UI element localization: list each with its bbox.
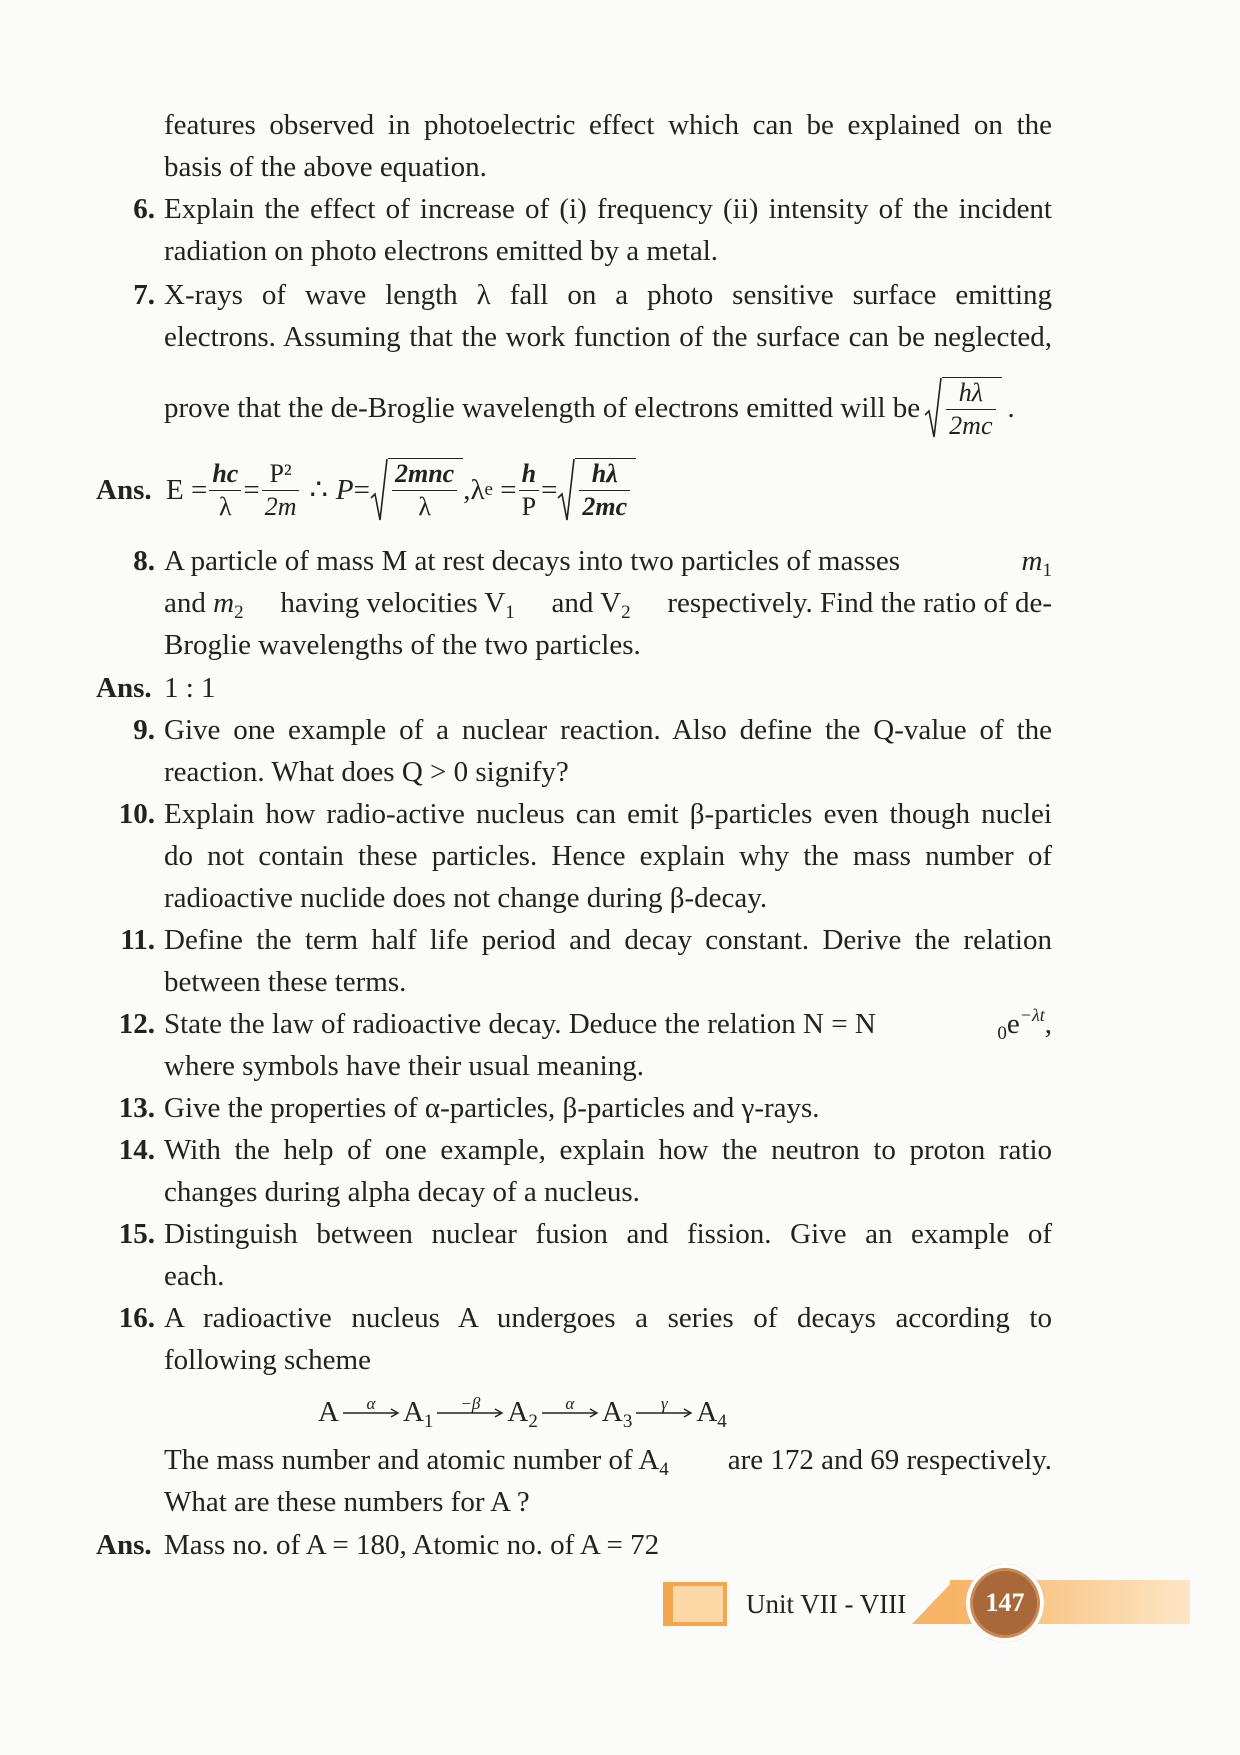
unit-label: Unit VII - VIII [746, 1589, 907, 1619]
subscript: 4 [659, 1459, 669, 1480]
q6-line-2: radiation on photo electrons emitted by a metal. [164, 235, 719, 267]
q12-line-1-text: State the law of radioactive decay. Deduce the relation N = N [164, 1008, 876, 1040]
question-number: 14. [118, 1134, 155, 1166]
q8-line-1-text: A particle of mass M at rest decays into two particles of masses [164, 545, 901, 577]
q13-line-1: Give the properties of α-particles, β-particles and γ-rays. [164, 1092, 820, 1124]
q14-line-1: With the help of one example, explain how the neutron to proton ratio [164, 1134, 1052, 1166]
therefore-symbol: ∴ [309, 474, 328, 506]
nucleus-label: A [696, 1396, 718, 1428]
mass-symbol: m [1021, 545, 1043, 577]
q8-line-2-text: having velocities V [280, 587, 506, 619]
decay-arrow [634, 1394, 694, 1422]
q9-line-1: Give one example of a nuclear reaction. Also define the Q-value of the [164, 714, 1052, 746]
question-number: 15. [118, 1218, 155, 1250]
and-word: and [164, 587, 206, 619]
sqrt-expression [924, 377, 1001, 439]
arrow-label: −β [460, 1394, 481, 1413]
q11-line-2: between these terms. [164, 966, 407, 998]
question-number: 12. [118, 1008, 155, 1040]
subscript: 3 [622, 1411, 633, 1432]
sqrt-expression [557, 458, 636, 522]
q12-line-1 [164, 1006, 1052, 1042]
subscript: 1 [505, 602, 515, 623]
q10-line-1: Explain how radio-active nucleus can emit β-particles even though nuclei [164, 798, 1052, 830]
answer-label: Ans. [96, 672, 152, 704]
decay-arrow [435, 1394, 505, 1422]
question-number: 7. [133, 279, 155, 311]
frac-numerator: P² [262, 461, 300, 491]
q16-line-4: What are these numbers for A ? [164, 1486, 530, 1518]
sqrt-expression [370, 458, 463, 522]
q8-line-3: Broglie wavelengths of the two particles. [164, 629, 641, 661]
q15-line-2: each. [164, 1260, 225, 1292]
frac-numerator: 2mnc [392, 461, 457, 491]
q8-line-2-text: respectively. Find the ratio of de- [667, 587, 1052, 619]
q8-line-1 [164, 543, 1052, 579]
subscript: 0 [997, 1023, 1007, 1044]
subscript: 2 [234, 602, 244, 623]
period: . [1007, 392, 1015, 424]
exponential-e: e [1006, 1008, 1020, 1040]
q8-line-2 [164, 585, 1052, 621]
question-number: 9. [133, 714, 155, 746]
q7-line-2: electrons. Assuming that the work function of the surface can be neglected, [164, 321, 1052, 353]
question-number: 8. [133, 545, 155, 577]
q16-line-3 [164, 1442, 1052, 1478]
nucleus-label: A [318, 1396, 339, 1428]
intro-line-2: basis of the above equation. [164, 151, 487, 183]
arrow-label: γ [660, 1394, 668, 1413]
frac-denominator: λ [418, 492, 431, 521]
q7-line-1: X-rays of wave length λ fall on a photo sensitive surface emitting [164, 279, 1052, 311]
q7-line-3-text: prove that the de-Broglie wavelength of electrons emitted will be [164, 392, 921, 424]
question-number: 16. [118, 1302, 155, 1334]
frac-denominator: P [521, 491, 537, 521]
q16-line-2: following scheme [164, 1344, 371, 1376]
root-denominator: 2mc [949, 411, 993, 440]
nucleus-label: A [507, 1396, 529, 1428]
comma: , [1044, 1008, 1052, 1040]
lambda-symbol: λ [470, 474, 485, 506]
intro-line-1: features observed in photoelectric effect which can be explained on the [164, 109, 1052, 141]
question-number: 11. [120, 924, 155, 956]
subscript: 1 [1042, 560, 1052, 581]
ans7-equation: E = $\frac{hc}{\lambda}$ = $\frac{\text{P²}}{2m}$ ∴ P = $\frac{\text{2mnc}}{\lambda}$ , λ e = $\frac{h}{P}$ = $\frac{h\lambda}{2mc}$ [166, 452, 636, 528]
question-number: 6. [133, 193, 155, 225]
radical-sign [370, 458, 388, 522]
frac-denominator: 2m [264, 491, 297, 521]
q14-line-2: changes during alpha decay of a nucleus. [164, 1176, 640, 1208]
answer-label: Ans. [96, 474, 152, 506]
subscript: 2 [528, 1411, 538, 1432]
decay-scheme [318, 1394, 727, 1430]
root-numerator: hλ [946, 380, 995, 410]
frac-denominator: 2mc [582, 492, 628, 521]
page-number: 147 [966, 1564, 1044, 1642]
answer-value: Mass no. of A = 180, Atomic no. of A = 72 [164, 1529, 660, 1561]
answer-label: Ans. [96, 1529, 152, 1561]
radical-sign [924, 377, 942, 439]
subscript: 4 [717, 1411, 727, 1432]
frac-numerator: h [519, 461, 539, 491]
footer-band-triangle [912, 1580, 954, 1624]
q10-line-3: radioactive nuclide does not change during β-decay. [164, 882, 768, 914]
q11-line-1: Define the term half life period and decay constant. Derive the relation [164, 924, 1052, 956]
question-number: 10. [118, 798, 155, 830]
radical-sign [557, 458, 575, 522]
superscript: −λt [1019, 1005, 1045, 1025]
q16-line-3-text: The mass number and atomic number of A [164, 1444, 660, 1476]
q16-line-1: A radioactive nucleus A undergoes a series of decays according to [164, 1302, 1052, 1334]
decay-arrow [341, 1394, 401, 1422]
arrow-label: α [565, 1394, 575, 1413]
q10-line-2: do not contain these particles. Hence explain why the mass number of [164, 840, 1052, 872]
frac-numerator: hc [209, 461, 241, 491]
q8-line-2-text: and V [551, 587, 622, 619]
q12-line-2: where symbols have their usual meaning. [164, 1050, 644, 1082]
nucleus-label: A [601, 1396, 623, 1428]
footer-square-inner-decoration [673, 1586, 723, 1622]
nucleus-label: A [402, 1396, 424, 1428]
arrow-label: α [366, 1394, 376, 1413]
subscript: 1 [423, 1411, 434, 1432]
q16-line-3-text: are 172 and 69 respectively. [727, 1444, 1052, 1476]
decay-arrow [540, 1394, 600, 1422]
q7-line-3 [164, 377, 1015, 439]
q15-line-1: Distinguish between nuclear fusion and fission. Give an example of [164, 1218, 1052, 1250]
mass-symbol: m [213, 587, 235, 619]
frac-denominator: λ [219, 491, 232, 521]
answer-value: 1 : 1 [164, 672, 216, 704]
subscript: 2 [621, 602, 631, 623]
momentum-symbol: P [335, 474, 354, 506]
q6-line-1: Explain the effect of increase of (i) frequency (ii) intensity of the incident [164, 193, 1052, 225]
question-number: 13. [118, 1092, 155, 1124]
energy-symbol: E [166, 474, 184, 506]
frac-numerator: hλ [579, 461, 630, 491]
q9-line-2: reaction. What does Q > 0 signify? [164, 756, 569, 788]
